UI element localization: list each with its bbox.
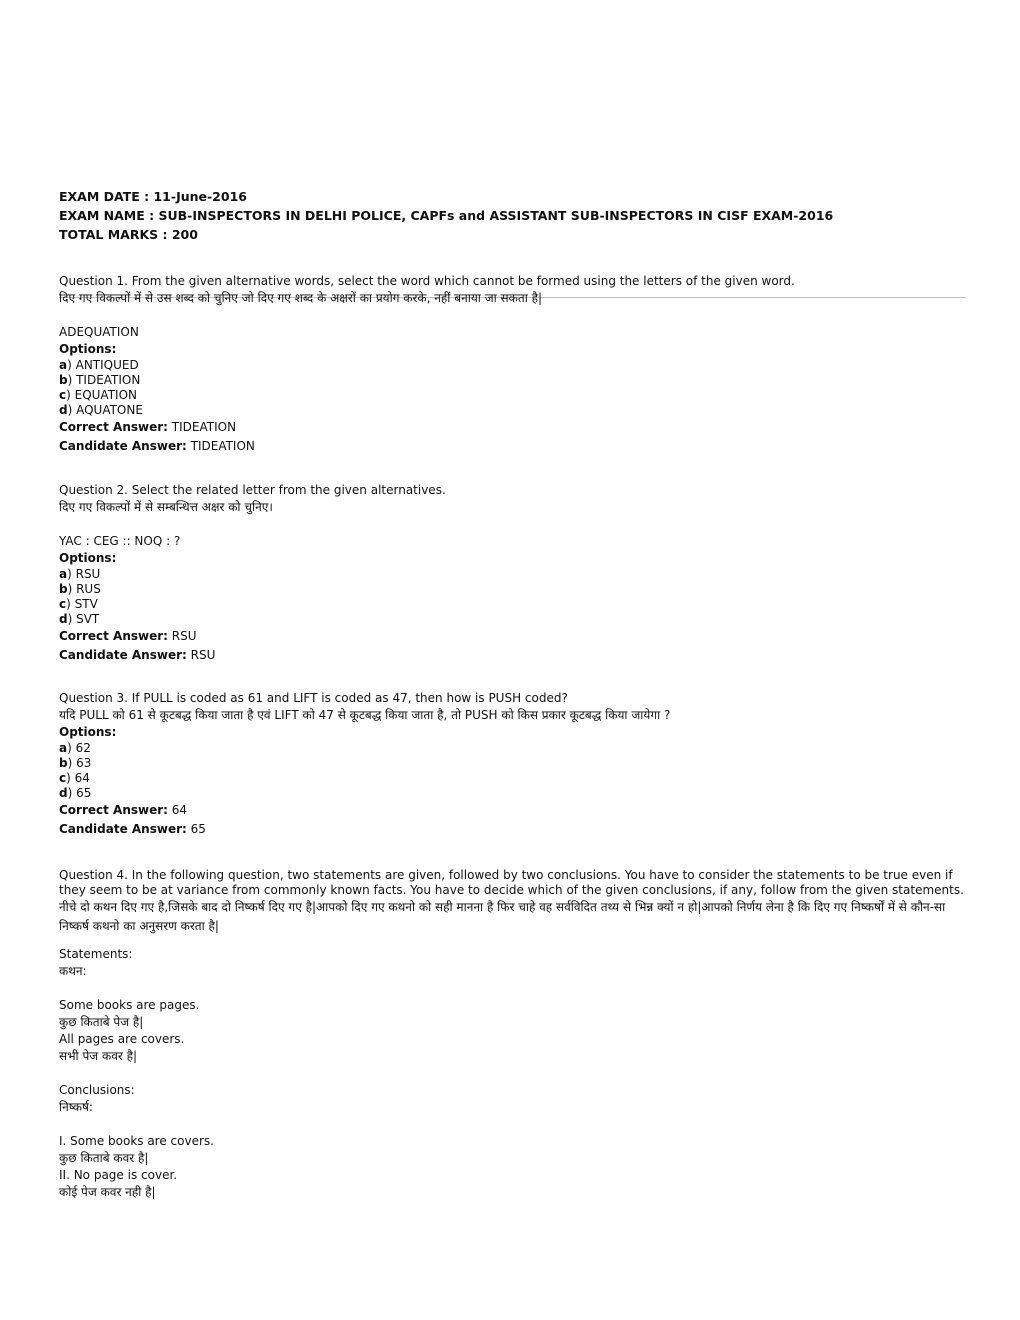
- conclusions-label-hi: निष्कर्ष:: [59, 1100, 93, 1114]
- statement-2-hi: सभी पेज कवर है|: [59, 1049, 138, 1063]
- candidate-answer-value: RSU: [186, 648, 216, 662]
- statement-1-hi: कुछ किताबे पेज है|: [59, 1015, 144, 1029]
- conclusion-1-en: I. Some books are covers.: [59, 1134, 214, 1148]
- option-key: b: [59, 582, 68, 596]
- statement-1-en: Some books are pages.: [59, 998, 200, 1012]
- option-d: [59, 786, 969, 801]
- exam-document: [59, 187, 969, 1199]
- option-text: ) 62: [67, 741, 91, 755]
- option-a: [59, 358, 969, 373]
- total-marks: TOTAL MARKS : 200: [59, 227, 198, 242]
- correct-answer: [59, 418, 969, 437]
- option-key: b: [59, 756, 68, 770]
- correct-answer-label: Correct Answer:: [59, 420, 168, 434]
- question-text-en: Question 2. Select the related letter from the given alternatives.: [59, 483, 446, 497]
- options-label: Options:: [59, 551, 117, 565]
- option-a: [59, 741, 969, 756]
- question-text-en: Question 4. In the following question, two statements are given, followed by two conclusions. You have to consider the statements to be true even if they seem to be at variance from commonly known facts. You have to decide which of the given conclusions, if any, follow from the given statements.: [59, 868, 964, 897]
- correct-answer-value: TIDEATION: [167, 420, 237, 434]
- option-key: d: [59, 786, 68, 800]
- exam-name: EXAM NAME : SUB-INSPECTORS IN DELHI POLICE, CAPFs and ASSISTANT SUB-INSPECTORS IN CISF EXAM-2016: [59, 208, 834, 223]
- conclusion-2-en: II. No page is cover.: [59, 1168, 178, 1182]
- option-key: d: [59, 403, 68, 417]
- option-text: ) RSU: [67, 567, 101, 581]
- candidate-answer: [59, 820, 969, 839]
- option-c: [59, 597, 969, 612]
- candidate-answer: [59, 646, 969, 665]
- option-key: a: [59, 567, 68, 581]
- question-text-en: Question 3. If PULL is coded as 61 and LIFT is coded as 47, then how is PUSH coded?: [59, 691, 568, 705]
- correct-answer: [59, 801, 969, 820]
- option-d: [59, 612, 969, 627]
- option-text: ) AQUATONE: [67, 403, 143, 417]
- option-a: [59, 567, 969, 582]
- option-text: ) 65: [67, 786, 92, 800]
- question-2: [59, 482, 969, 665]
- options-label: Options:: [59, 342, 117, 356]
- question-1: [59, 273, 969, 456]
- option-b: [59, 582, 969, 597]
- correct-answer-label: Correct Answer:: [59, 629, 168, 643]
- option-text: ) EQUATION: [66, 388, 137, 402]
- option-text: ) SVT: [67, 612, 100, 626]
- question-prompt: ADEQUATION: [59, 325, 139, 339]
- candidate-answer-label: Candidate Answer:: [59, 822, 187, 836]
- option-text: ) 63: [67, 756, 92, 770]
- statement-2-en: All pages are covers.: [59, 1032, 185, 1046]
- option-key: d: [59, 612, 68, 626]
- correct-answer-label: Correct Answer:: [59, 803, 168, 817]
- option-d: [59, 403, 969, 418]
- question-text-hi: दिए गए विकल्पों में से उस शब्द को चुनिए जो दिए गए शब्द के अक्षरों का प्रयोग करके, नहीं बनाया जा सकता है|: [59, 291, 543, 305]
- option-key: c: [59, 771, 67, 785]
- exam-date: EXAM DATE : 11-June-2016: [59, 189, 247, 204]
- option-b: [59, 373, 969, 388]
- correct-answer-value: RSU: [167, 629, 197, 643]
- question-4: [59, 868, 969, 1201]
- option-c: [59, 771, 969, 786]
- question-text-hi: दिए गए विकल्पों में से सम्बन्धित्त अक्षर को चुनिए।: [59, 500, 273, 514]
- candidate-answer-value: 65: [186, 822, 206, 836]
- statements-label-hi: कथन:: [59, 964, 87, 978]
- correct-answer: [59, 627, 969, 646]
- option-text: ) RUS: [67, 582, 101, 596]
- correct-answer-value: 64: [167, 803, 188, 817]
- option-key: b: [59, 373, 68, 387]
- statements-label-en: Statements:: [59, 947, 133, 961]
- option-key: a: [59, 741, 68, 755]
- question-text-hi: यदि PULL को 61 से कूटबद्ध किया जाता है एवं LIFT को 47 से कूटबद्ध किया जाता है, तो PUSH को किस प्रकार कूटबद्ध किया जायेगा ?: [59, 708, 671, 722]
- option-key: c: [59, 388, 67, 402]
- options-label: Options:: [59, 725, 117, 739]
- option-text: ) TIDEATION: [67, 373, 141, 387]
- question-text-en: Question 1. From the given alternative words, select the word which cannot be formed using the letters of the given word.: [59, 274, 795, 288]
- conclusion-2-hi: कोई पेज कवर नही है|: [59, 1185, 156, 1199]
- option-text: ) 64: [66, 771, 90, 785]
- option-text: ) ANTIQUED: [67, 358, 139, 372]
- candidate-answer-label: Candidate Answer:: [59, 648, 187, 662]
- candidate-answer-label: Candidate Answer:: [59, 439, 187, 453]
- conclusion-1-hi: कुछ किताबे कवर है|: [59, 1151, 149, 1165]
- option-c: [59, 388, 969, 403]
- question-text-hi: नीचे दो कथन दिए गए है,जिसके बाद दो निष्कर्ष दिए गए है|आपको दिए गए कथनो को सही मानना है फिर चाहे वह सर्वविदित तथ्य से भिन्न क्यों न हो|आपको निर्णय लेना है कि दिए गए निष्कर्षों में से कौन-सा निष्कर्ष कथनो का अनुसरण करता है|: [59, 900, 946, 933]
- option-b: [59, 756, 969, 771]
- candidate-answer-value: TIDEATION: [186, 439, 255, 453]
- option-key: a: [59, 358, 68, 372]
- conclusions-label-en: Conclusions:: [59, 1083, 135, 1097]
- candidate-answer: [59, 437, 969, 456]
- question-3: [59, 690, 969, 839]
- option-text: ) STV: [66, 597, 98, 611]
- option-key: c: [59, 597, 67, 611]
- question-prompt: YAC : CEG :: NOQ : ?: [59, 534, 181, 548]
